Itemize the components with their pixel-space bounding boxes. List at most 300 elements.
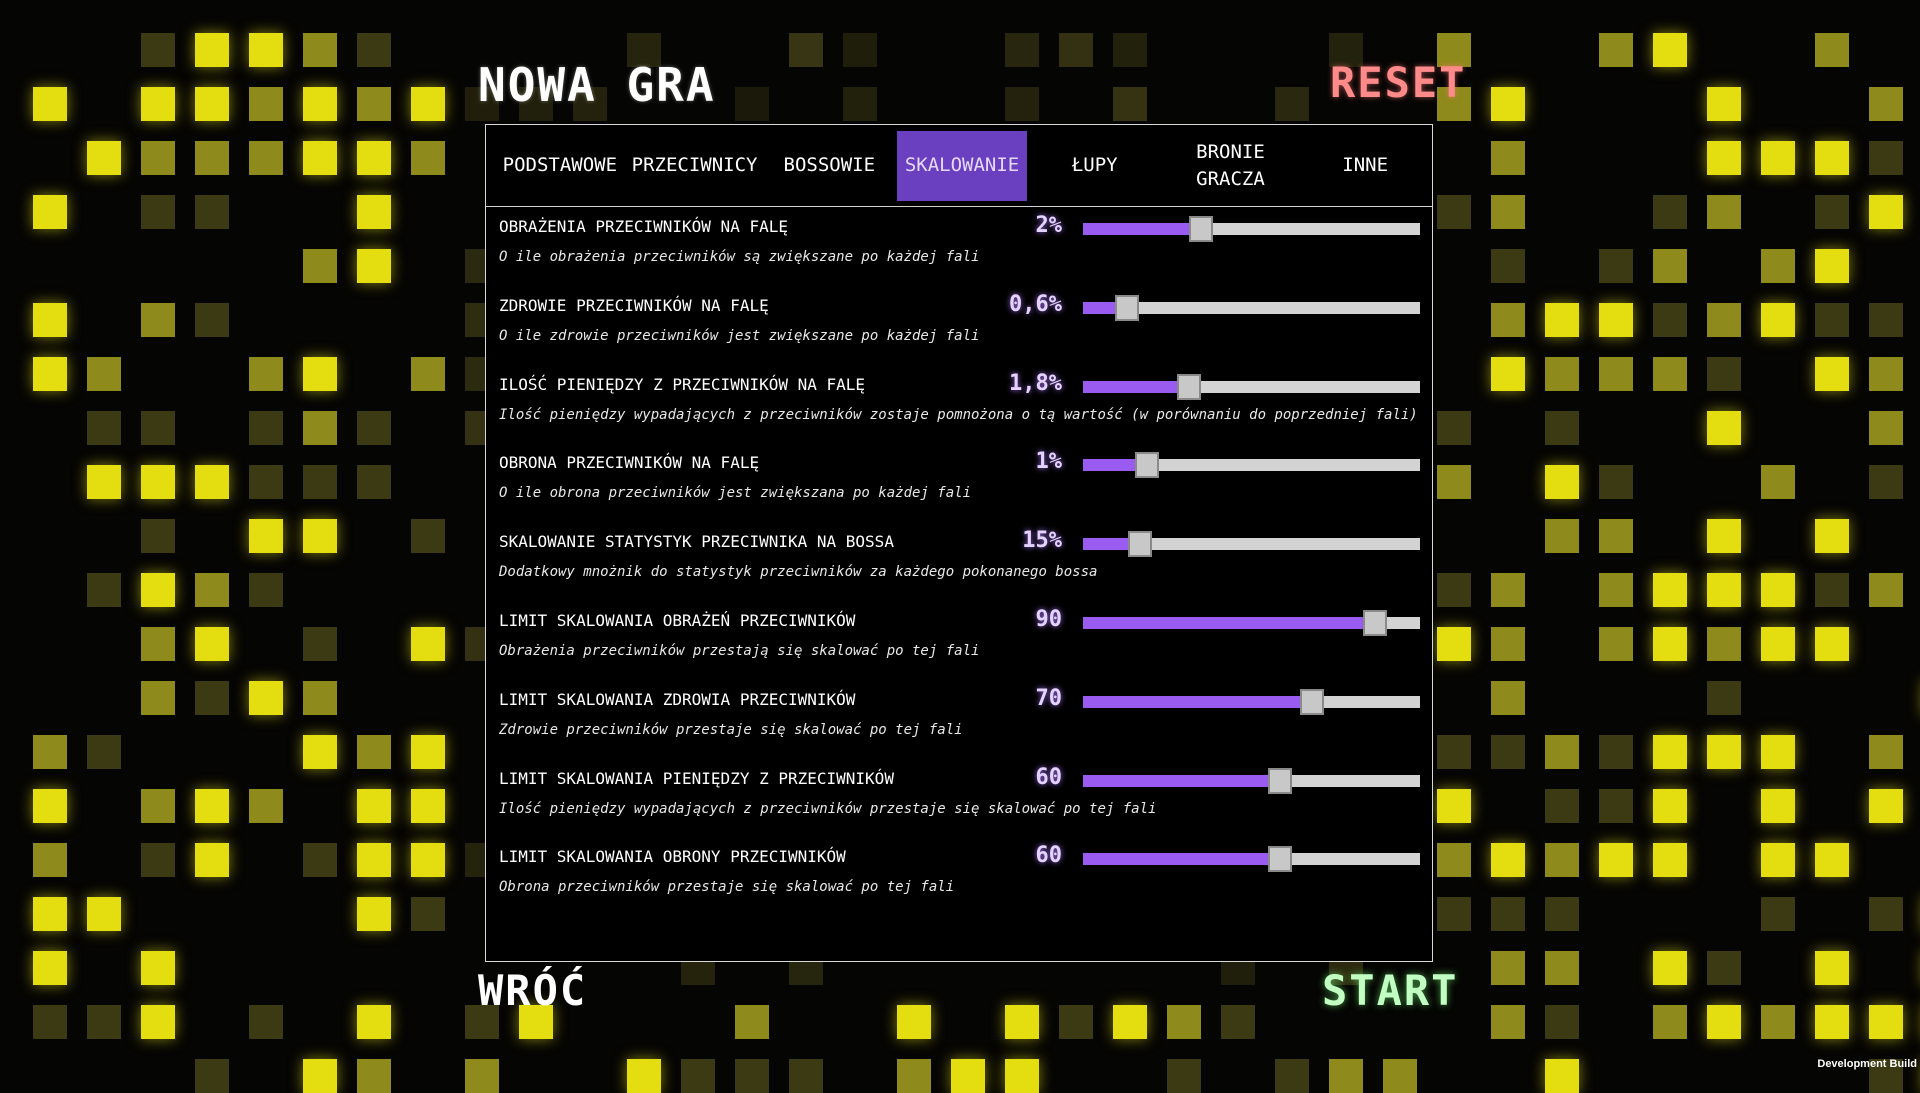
development-build-label: Development Build [1817,1058,1917,1070]
background-square [87,1005,121,1039]
background-square [1761,843,1795,877]
background-square [1761,735,1795,769]
setting-description: Obrona przeciwników przestaje się skalować po tej fali [499,879,955,896]
setting-slider[interactable] [1083,538,1420,550]
background-square [1761,249,1795,283]
tab-inne[interactable]: INNE [1342,154,1389,176]
background-square [411,141,445,175]
background-square [465,1059,499,1093]
background-square [1437,897,1471,931]
background-square [1815,33,1849,67]
background-square [1869,141,1903,175]
background-square [249,465,283,499]
background-square [195,573,229,607]
tab-przeciwnicy[interactable]: PRZECIWNICY [631,154,758,176]
background-square [1383,1059,1417,1093]
background-square [411,843,445,877]
background-square [1545,411,1579,445]
background-square [249,573,283,607]
background-square [1815,1005,1849,1039]
background-square [1599,519,1633,553]
slider-fill [1083,617,1375,629]
background-square [735,1005,769,1039]
background-square [1059,33,1093,67]
background-square [357,249,391,283]
background-square [33,897,67,931]
setting-description: Zdrowie przeciwników przestaje się skalować po tej fali [499,721,963,738]
background-square [1599,249,1633,283]
setting-description: Dodatkowy mnożnik do statystyk przeciwników za każdego pokonanego bossa [499,564,1098,581]
background-square [1869,87,1903,121]
tab-lupy[interactable]: ŁUPY [1071,154,1118,176]
background-square [1707,735,1741,769]
background-square [249,519,283,553]
setting-slider[interactable] [1083,459,1420,471]
background-square [303,1059,337,1093]
background-square [1491,627,1525,661]
background-square [33,195,67,229]
background-square [1599,357,1633,391]
background-square [1707,141,1741,175]
background-square [1869,411,1903,445]
background-square [141,681,175,715]
background-square [357,141,391,175]
setting-description: Ilość pieniędzy wypadających z przeciwników zostaje pomnożona o tą wartość (w porównaniu do poprzedniej fali) [499,406,1418,423]
background-square [1545,735,1579,769]
background-square [195,33,229,67]
setting-value: 60 [1035,764,1062,790]
setting-row [486,443,1432,522]
background-square [1707,195,1741,229]
background-square [141,141,175,175]
background-square [1491,303,1525,337]
background-square [411,897,445,931]
background-square [33,735,67,769]
background-square [1707,87,1741,121]
background-square [87,357,121,391]
background-square [1059,1005,1093,1039]
background-square [1599,33,1633,67]
background-square [249,357,283,391]
setting-slider[interactable] [1083,223,1420,235]
background-square [1707,1005,1741,1039]
background-square [1653,735,1687,769]
background-square [249,789,283,823]
slider-handle[interactable] [1135,452,1159,478]
settings-panel [485,124,1433,962]
setting-row [486,601,1432,680]
background-square [249,681,283,715]
setting-label: LIMIT SKALOWANIA PIENIĘDZY Z PRZECIWNIKÓW [499,768,894,788]
background-square [1815,195,1849,229]
background-square [249,87,283,121]
background-square [357,465,391,499]
background-square [1815,573,1849,607]
background-square [1491,87,1525,121]
tab-bronie-gracza[interactable]: BRONIE GRACZA [1196,140,1265,190]
background-square [303,681,337,715]
background-square [1653,843,1687,877]
setting-row [486,680,1432,759]
setting-slider[interactable] [1083,696,1420,708]
background-square [411,789,445,823]
setting-description: Obrażenia przeciwników przestają się skalować po tej fali [499,643,980,659]
setting-description: O ile zdrowie przeciwników jest zwiększane po każdej fali [499,327,980,344]
background-square [1707,519,1741,553]
background-square [1653,249,1687,283]
setting-row [486,207,1432,286]
background-square [357,843,391,877]
background-square [1707,951,1741,985]
slider-fill [1083,223,1201,235]
background-square [303,519,337,553]
reset-button[interactable]: RESET [1330,58,1467,107]
setting-row [486,522,1432,601]
slider-fill [1083,853,1280,865]
background-square [1437,735,1471,769]
background-square [1437,573,1471,607]
background-square [87,573,121,607]
background-square [357,1059,391,1093]
background-square [1815,627,1849,661]
setting-label: ILOŚĆ PIENIĘDZY Z PRZECIWNIKÓW NA FALĘ [499,374,866,394]
background-square [141,789,175,823]
background-square [1707,357,1741,391]
background-square [789,33,823,67]
background-square [1653,627,1687,661]
background-square [1815,357,1849,391]
background-square [1113,87,1147,121]
setting-value: 90 [1035,607,1062,632]
background-square [249,141,283,175]
background-square [1599,735,1633,769]
background-square [195,789,229,823]
background-square [195,681,229,715]
setting-slider[interactable] [1083,617,1420,629]
background-square [33,951,67,985]
background-square [1545,303,1579,337]
background-square [1167,1059,1201,1093]
slider-handle[interactable] [1189,216,1213,242]
slider-fill [1083,775,1280,787]
background-square [141,573,175,607]
setting-label: LIMIT SKALOWANIA ZDROWIA PRZECIWNIKÓW [499,689,856,709]
setting-value: 1,8% [1009,370,1062,396]
tab-bossowie[interactable]: BOSSOWIE [783,154,876,176]
background-square [303,843,337,877]
slider-handle[interactable] [1268,846,1292,872]
background-square [1815,519,1849,553]
background-square [1545,465,1579,499]
background-square [1005,87,1039,121]
background-square [195,87,229,121]
background-square [1491,897,1525,931]
background-square [1599,627,1633,661]
background-square [357,87,391,121]
background-square [411,735,445,769]
setting-slider[interactable] [1083,302,1420,314]
back-button[interactable]: WRÓĆ [478,966,588,1015]
background-square [1761,1005,1795,1039]
background-square [1437,843,1471,877]
background-square [141,87,175,121]
background-square [1815,843,1849,877]
background-square [195,465,229,499]
start-button[interactable]: START [1322,966,1459,1015]
background-square [141,627,175,661]
tab-skalowanie[interactable]: SKALOWANIE [897,131,1027,201]
background-square [1869,573,1903,607]
background-square [1113,1005,1147,1039]
setting-description: O ile obrażenia przeciwników są zwiększane po każdej fali [499,249,980,265]
background-square [303,141,337,175]
background-square [627,1059,661,1093]
background-square [951,1059,985,1093]
background-square [141,411,175,445]
background-square [1329,1059,1363,1093]
background-square [87,735,121,769]
background-square [411,519,445,553]
background-square [249,1005,283,1039]
background-square [1653,951,1687,985]
background-square [195,303,229,337]
background-square [1491,195,1525,229]
background-square [87,411,121,445]
slider-handle[interactable] [1268,768,1292,794]
background-square [1653,195,1687,229]
background-square [1491,573,1525,607]
background-square [1275,1059,1309,1093]
background-square [411,87,445,121]
background-square [1491,951,1525,985]
background-square [681,1059,715,1093]
background-square [87,141,121,175]
slider-fill [1083,381,1189,393]
background-square [33,789,67,823]
background-square [33,357,67,391]
background-square [33,1005,67,1039]
background-square [195,627,229,661]
background-square [897,1059,931,1093]
setting-row [486,365,1432,444]
setting-row [486,286,1432,365]
background-square [1815,303,1849,337]
background-square [141,465,175,499]
background-square [1761,465,1795,499]
background-square [1599,573,1633,607]
background-square [1599,465,1633,499]
background-square [303,249,337,283]
background-square [1437,789,1471,823]
background-square [1437,627,1471,661]
background-square [303,411,337,445]
background-square [1005,33,1039,67]
background-square [87,897,121,931]
background-square [1599,789,1633,823]
background-square [1653,357,1687,391]
background-square [1437,411,1471,445]
background-square [1653,1005,1687,1039]
background-square [357,1005,391,1039]
background-square [1653,33,1687,67]
background-square [303,87,337,121]
background-square [1545,1005,1579,1039]
background-square [1491,735,1525,769]
slider-handle[interactable] [1363,610,1387,636]
background-square [33,303,67,337]
background-square [1869,1005,1903,1039]
background-square [87,465,121,499]
background-square [1275,87,1309,121]
background-square [1005,1005,1039,1039]
background-square [1005,1059,1039,1093]
background-square [357,897,391,931]
background-square [1437,465,1471,499]
background-square [141,519,175,553]
background-square [357,411,391,445]
background-square [411,627,445,661]
background-square [1869,303,1903,337]
background-square [1707,411,1741,445]
background-square [1599,303,1633,337]
setting-value: 2% [1035,213,1062,238]
tab-podstawowe[interactable]: PODSTAWOWE [502,154,618,176]
setting-row [486,759,1432,838]
background-square [357,33,391,67]
background-square [1491,141,1525,175]
background-square [843,87,877,121]
setting-label: LIMIT SKALOWANIA OBRONY PRZECIWNIKÓW [499,847,846,867]
background-square [1437,195,1471,229]
slider-fill [1083,696,1312,708]
background-square [1167,1005,1201,1039]
slider-handle[interactable] [1115,295,1139,321]
background-square [1653,573,1687,607]
background-square [1815,141,1849,175]
background-square [195,843,229,877]
background-square [1707,303,1741,337]
background-square [141,843,175,877]
background-square [1491,681,1525,715]
background-square [789,1059,823,1093]
background-square [1545,951,1579,985]
background-square [1491,843,1525,877]
setting-value: 60 [1035,843,1062,869]
background-square [141,195,175,229]
background-square [1869,789,1903,823]
background-square [195,195,229,229]
background-square [303,357,337,391]
background-square [141,303,175,337]
setting-label: OBRAŻENIA PRZECIWNIKÓW NA FALĘ [499,217,788,236]
background-square [33,843,67,877]
background-square [303,33,337,67]
background-square [1707,681,1741,715]
background-square [249,411,283,445]
background-square [1869,195,1903,229]
background-square [141,1005,175,1039]
background-square [1491,1005,1525,1039]
setting-label: ZDROWIE PRZECIWNIKÓW NA FALĘ [499,295,769,315]
background-square [735,87,769,121]
setting-description: Ilość pieniędzy wypadających z przeciwników przestaje się skalować po tej fali [499,800,1157,817]
background-square [411,357,445,391]
setting-description: O ile obrona przeciwników jest zwiększana po każdej fali [499,485,972,502]
background-square [1653,789,1687,823]
setting-label: OBRONA PRZECIWNIKÓW NA FALĘ [499,453,760,473]
background-square [141,33,175,67]
background-square [1113,33,1147,67]
background-square [1869,897,1903,931]
background-square [1545,789,1579,823]
slider-handle[interactable] [1128,531,1152,557]
background-square [1599,843,1633,877]
setting-label: SKALOWANIE STATYSTYK PRZECIWNIKA NA BOSSA [499,532,894,552]
setting-label: LIMIT SKALOWANIA OBRAŻEŃ PRZECIWNIKÓW [499,611,856,630]
setting-value: 70 [1035,685,1062,711]
background-square [1545,897,1579,931]
background-square [1491,249,1525,283]
background-square [1761,897,1795,931]
setting-slider[interactable] [1083,775,1420,787]
background-square [303,465,337,499]
background-square [1761,141,1795,175]
background-square [1761,573,1795,607]
background-square [1815,951,1849,985]
background-square [303,627,337,661]
background-square [195,141,229,175]
background-square [1761,303,1795,337]
background-square [1815,249,1849,283]
setting-value: 1% [1035,449,1062,475]
background-square [357,735,391,769]
background-square [1761,627,1795,661]
background-square [141,951,175,985]
setting-slider[interactable] [1083,381,1420,393]
background-square [897,1005,931,1039]
background-square [33,87,67,121]
background-square [1869,465,1903,499]
background-square [1707,573,1741,607]
background-square [735,1059,769,1093]
background-square [195,1059,229,1093]
background-square [1707,627,1741,661]
background-square [1869,735,1903,769]
slider-handle[interactable] [1300,689,1324,715]
background-square [1869,357,1903,391]
background-square [1545,1059,1579,1093]
setting-value: 0,6% [1009,291,1062,317]
tab-bar [486,125,1432,207]
setting-row [486,837,1432,916]
background-square [1545,843,1579,877]
background-square [1545,519,1579,553]
background-square [1221,1005,1255,1039]
background-square [1491,357,1525,391]
slider-handle[interactable] [1177,374,1201,400]
background-square [303,735,337,769]
background-square [357,789,391,823]
background-square [357,195,391,229]
setting-slider[interactable] [1083,853,1420,865]
setting-value: 15% [1022,528,1062,554]
background-square [843,33,877,67]
background-square [249,33,283,67]
background-square [1545,357,1579,391]
page-title: NOWA GRA [478,58,716,112]
background-square [1761,789,1795,823]
background-square [1653,303,1687,337]
